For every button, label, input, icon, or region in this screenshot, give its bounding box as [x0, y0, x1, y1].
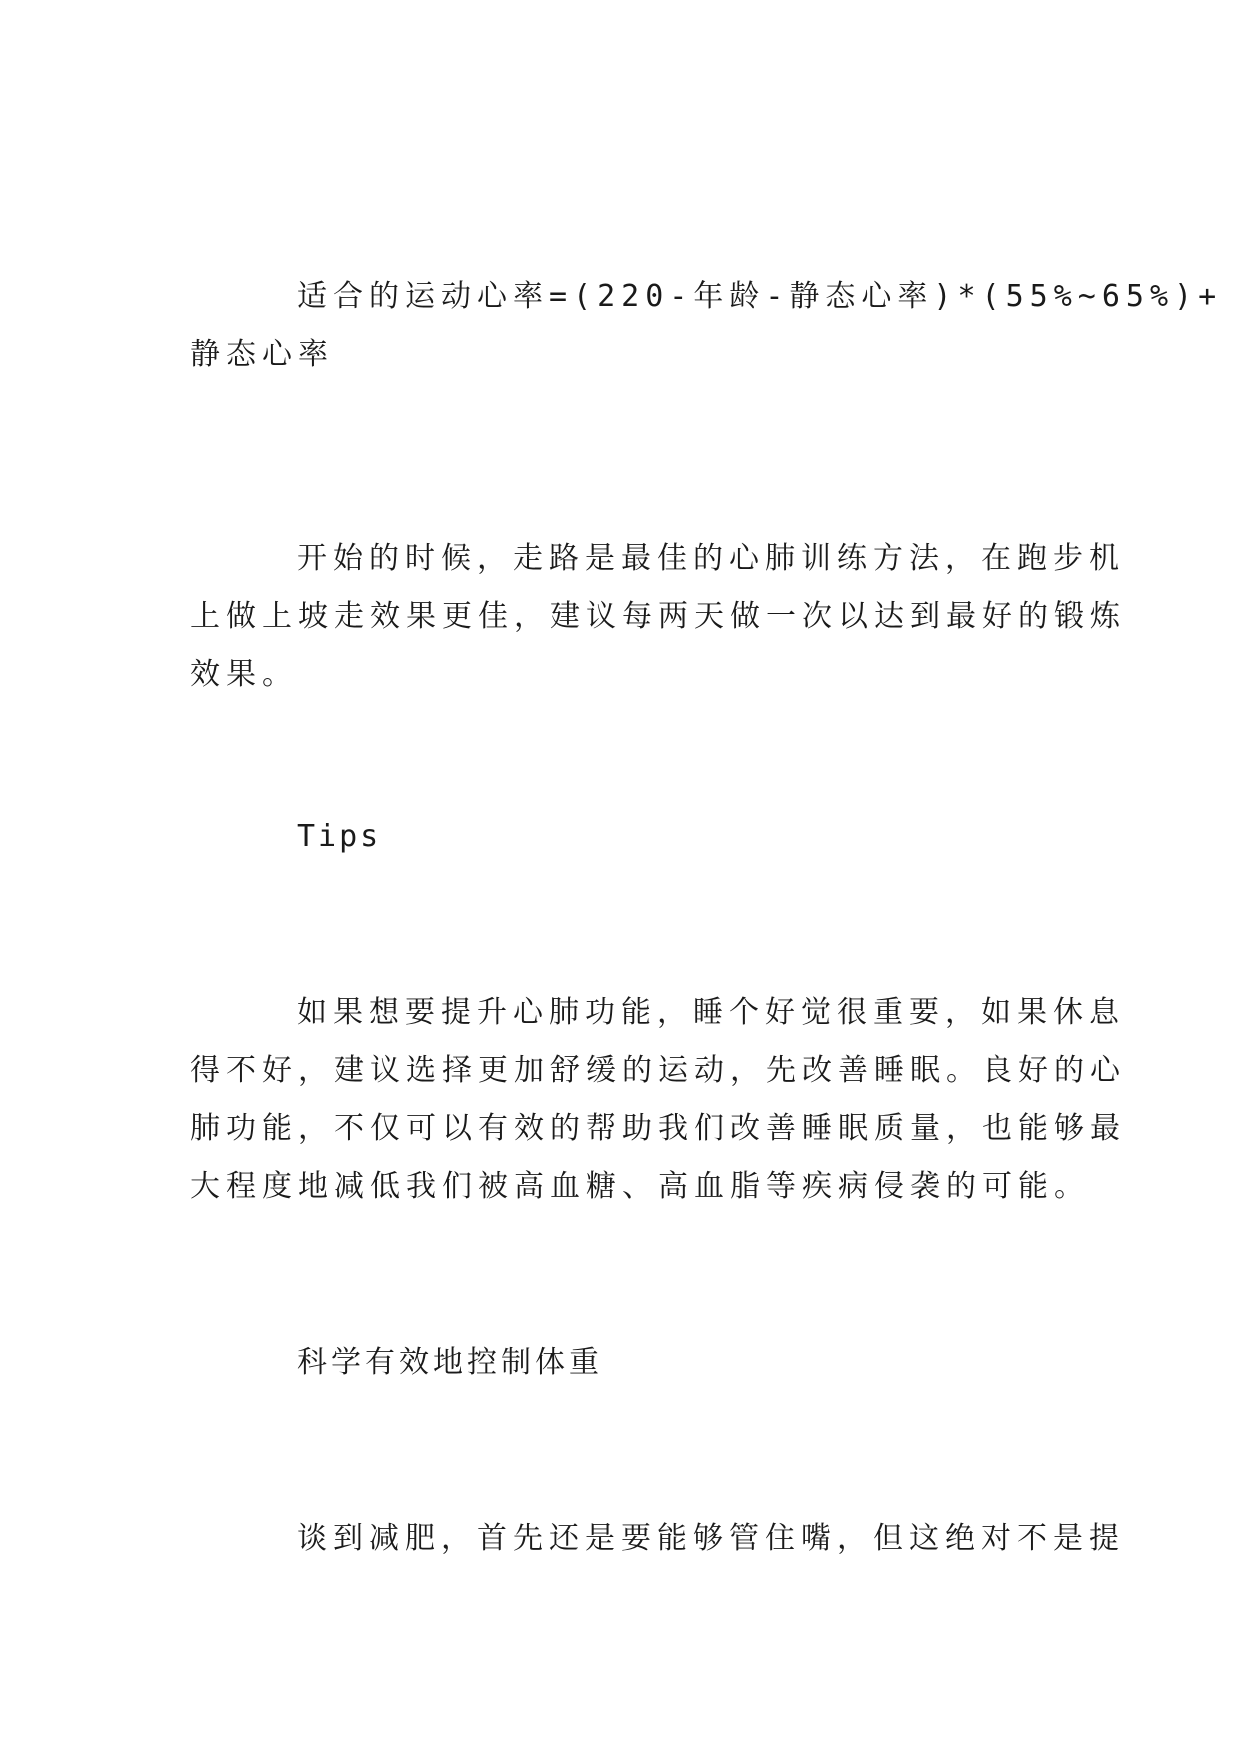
paragraph-1-line-3: 效果。 — [190, 657, 298, 692]
paragraph-2-line-1: 如果想要提升心肺功能，睡个好觉很重要，如果休息 — [297, 995, 1125, 1030]
tips-heading: Tips — [297, 819, 382, 854]
paragraph-1-line-2: 上做上坡走效果更佳，建议每两天做一次以达到最好的锻炼 — [190, 599, 1126, 634]
formula-line-1: 适合的运动心率=(220-年龄-静态心率)*(55%~65%)+ — [297, 279, 1223, 314]
paragraph-2-line-3: 肺功能，不仅可以有效的帮助我们改善睡眠质量，也能够最 — [190, 1111, 1126, 1146]
formula-line-2: 静态心率 — [190, 337, 334, 372]
paragraph-2-line-4: 大程度地减低我们被高血糖、高血脂等疾病侵袭的可能。 — [190, 1169, 1090, 1204]
paragraph-1-line-1: 开始的时候，走路是最佳的心肺训练方法，在跑步机 — [297, 541, 1125, 576]
paragraph-2-line-2: 得不好，建议选择更加舒缓的运动，先改善睡眠。良好的心 — [190, 1053, 1126, 1088]
paragraph-3-line-1: 谈到减肥，首先还是要能够管住嘴，但这绝对不是提 — [297, 1521, 1125, 1556]
section-heading: 科学有效地控制体重 — [297, 1345, 603, 1380]
